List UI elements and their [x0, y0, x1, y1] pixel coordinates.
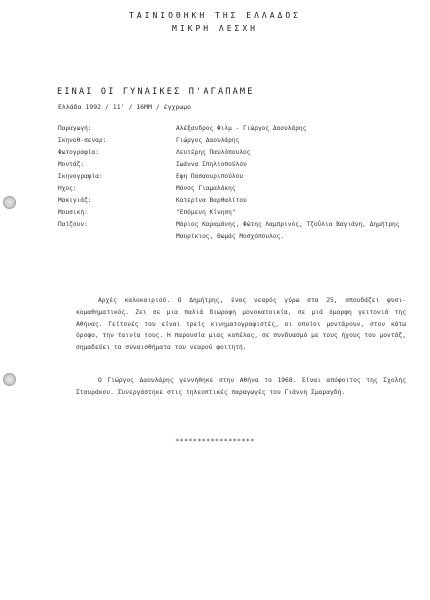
- film-meta: Ελλάδα 1992 / 11' / 16ΜΜ / έγχρωμο: [58, 103, 192, 111]
- punch-hole: [3, 196, 16, 209]
- film-title: ΕΙΝΑΙ ΟΙ ΓΥΝΑΙΚΕΣ Π'ΑΓΑΠΑΜΕ: [57, 87, 255, 97]
- credit-value: Αλέξανδρος Φιλμ - Γιώργος Δαουλάρης: [176, 125, 307, 132]
- credit-label: Παίζουν:: [58, 221, 88, 228]
- credit-row: [58, 135, 418, 147]
- director-bio-paragraph: Ο Γιώργος Δαουλάρης γεννήθηκε στην Αθήνα το 1968. Είναι απόφοιτος της Σχολής Σταυράκου. Συνεργάστηκε στις τηλεοπτικές παραγωγές του Γιάννη Σμαραγδή.: [76, 377, 406, 396]
- credit-row: [58, 171, 418, 183]
- credit-row: [58, 195, 418, 207]
- credit-row: [58, 123, 418, 135]
- punch-hole: [3, 373, 16, 386]
- credit-label: Σκηνογραφία:: [58, 173, 103, 180]
- credit-label: Παραγωγή:: [58, 125, 92, 132]
- credit-row: [58, 219, 418, 243]
- credit-label: Σκηνοθ-σεναρ:: [58, 137, 107, 144]
- credit-value: Εφη Πασαουριπούλου: [176, 173, 244, 180]
- credit-value: "Επόμενη Κίνηση": [176, 209, 236, 216]
- credit-row: [58, 147, 418, 159]
- synopsis-paragraph: Αρχές καλοκαιριού. Ο Δημήτρης, ένας νεαρός γύρω στα 25, σπουδάζει φυσι-κομαθηματικός. Ζει σε μια παλιά διώροφη μονοκατοικία, σε μιά όμορφη γειτονιά της Αθήνας. Γείτονές του είναι τρείς κινηματογραφιστές, οι οποίοι μοντάρουν, στον κάτω όροφο, την ταινία τους. Η παρουσία μιας κοπέλας, σε συνδυασμό με τους ήχους του μοντάζ, σημαδεύει τα συναισθήματα του νεαρού φοιτητή.: [76, 297, 406, 352]
- credit-value: Μάνος Γιαμαλάκης: [176, 185, 236, 192]
- credit-label: Μοντάζ:: [58, 161, 85, 168]
- separator-stars: ******************: [175, 437, 255, 445]
- credit-label: Μουσική:: [58, 209, 88, 216]
- credits-list: [58, 123, 418, 243]
- credit-label: Μακιγιάζ:: [58, 197, 92, 204]
- credit-row: [58, 159, 418, 171]
- credit-value: Ιωάννα Σπηλιοπούλου: [176, 161, 247, 168]
- archive-name: ΤΑΙΝΙΟΘΗΚΗ ΤΗΣ ΕΛΛΑΔΟΣ: [129, 11, 301, 20]
- credit-value: Μάριος Καραμάνης, Φώτης Λαμπρινός, Τζοΰλια Βαγιάνη, Δημήτρης Μαυρίκιος, Θωμάς Μοσχόπουλος.: [176, 221, 400, 240]
- credit-value: Λευτέρης Παυλόπουλος: [176, 149, 251, 156]
- credit-value: Γιώργος Δαουλάρης: [176, 137, 240, 144]
- credit-label: Ηχος:: [58, 185, 77, 192]
- credit-label: Φωτογραφία:: [58, 149, 99, 156]
- credit-value: Κατερίνα Βαρθαλίτου: [176, 197, 247, 204]
- credit-row: [58, 207, 418, 219]
- credit-row: [58, 183, 418, 195]
- club-name: ΜΙΚΡΗ ΛΕΣΧΗ: [172, 24, 258, 33]
